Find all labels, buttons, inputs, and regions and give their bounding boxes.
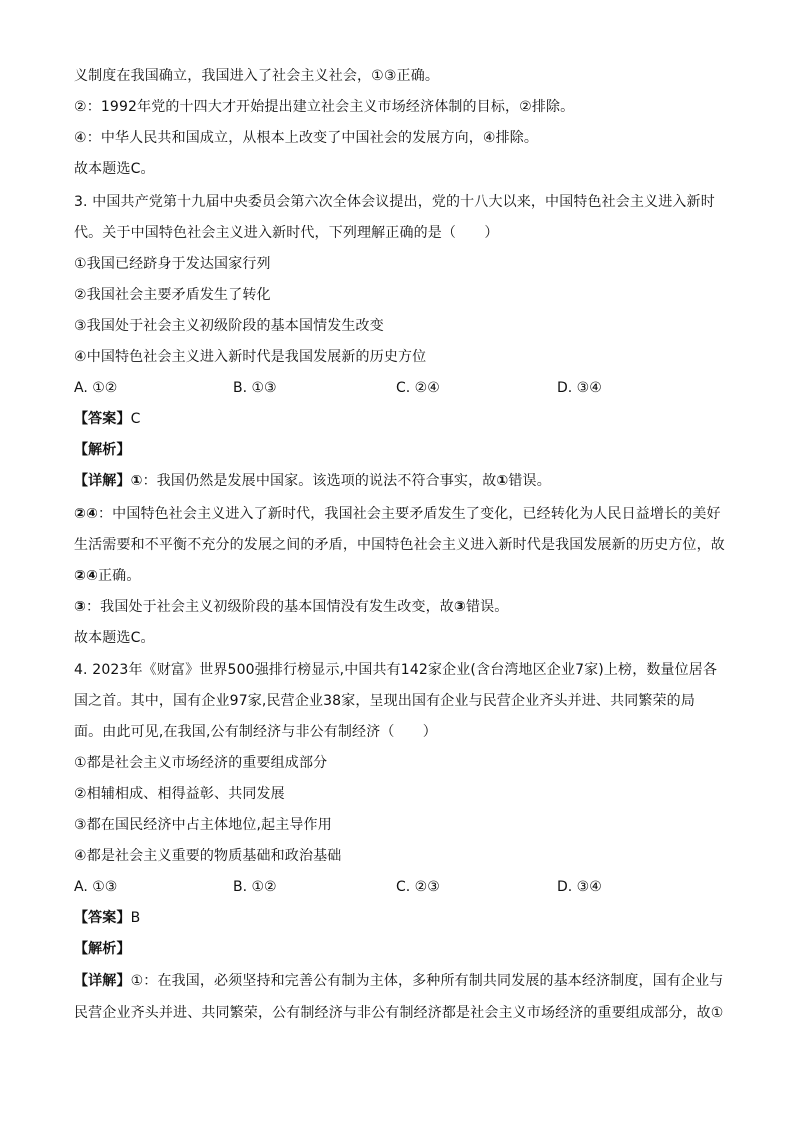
statement-1: ①我国已经跻身于发达国家行列	[74, 256, 271, 272]
detail-tag: 【详解】	[74, 973, 131, 989]
option-d: D. ③④	[557, 879, 602, 895]
option-a: A. ①③	[74, 879, 118, 895]
option-c: C. ②③	[396, 879, 440, 895]
text-line: ②：1992年党的十四大才开始提出建立社会主义市场经济体制的目标，②排除。	[74, 99, 575, 115]
option-b: B. ①③	[233, 380, 277, 396]
text-line: 故本题选C。	[74, 161, 155, 177]
statement-4: ④都是社会主义重要的物质基础和政治基础	[74, 848, 342, 864]
analysis-tag: 【解析】	[74, 442, 131, 458]
detail-line	[74, 597, 734, 617]
detail-line: 生活需要和不平衡不充分的发展之间的矛盾，中国特色社会主义进入新时代是我国发展新的历史方位，故	[74, 537, 725, 553]
detail-line	[74, 971, 734, 991]
circled-number: ③	[74, 599, 87, 615]
statement-3: ③我国处于社会主义初级阶段的基本国情发生改变	[74, 318, 384, 334]
option-d: D. ③④	[557, 380, 602, 396]
question-4-stem: 面。由此可见,在我国,公有制经济与非公有制经济（ ）	[74, 724, 437, 740]
detail-line	[74, 566, 734, 586]
circled-number: ①	[130, 473, 143, 489]
answer-value: B	[130, 910, 141, 926]
question-4-stem: 国之首。其中，国有企业97家,民营企业38家，呈现出国有企业与民营企业齐头并进、共同繁荣的局	[74, 693, 695, 709]
answer-line	[74, 908, 734, 928]
statement-4: ④中国特色社会主义进入新时代是我国发展新的历史方位	[74, 349, 427, 365]
detail-line	[74, 504, 734, 524]
circled-number: ②④	[74, 506, 99, 522]
text-line: 义制度在我国确立，我国进入了社会主义社会，①③正确。	[74, 68, 439, 84]
answer-tag: 【答案】	[74, 411, 131, 427]
detail-text: 错误。	[465, 599, 509, 615]
statement-2: ②我国社会主要矛盾发生了转化	[74, 287, 271, 303]
detail-text: ：我国处于社会主义初级阶段的基本国情没有发生改变，故	[86, 599, 454, 615]
statement-2: ②相辅相成、相得益彰、共同发展	[74, 786, 285, 802]
detail-tag: 【详解】	[74, 473, 131, 489]
statement-3: ③都在国民经济中占主体地位,起主导作用	[74, 817, 332, 833]
detail-line: 民营企业齐头并进、共同繁荣，公有制经济与非公有制经济都是社会主义市场经济的重要组成部分，故①	[74, 1005, 724, 1021]
answer-value: C	[130, 411, 141, 427]
option-b: B. ①②	[233, 879, 277, 895]
detail-text: ①：在我国，必须坚持和完善公有制为主体，多种所有制共同发展的基本经济制度，国有企业与	[130, 973, 724, 989]
conclusion-line: 故本题选C。	[74, 630, 155, 646]
circled-number: ②④	[74, 568, 99, 584]
circled-number: ③	[453, 599, 466, 615]
answer-line	[74, 409, 734, 429]
detail-line	[74, 471, 734, 491]
circled-number: ①	[496, 473, 509, 489]
option-c: C. ②④	[396, 380, 440, 396]
detail-text: 正确。	[98, 568, 141, 584]
answer-tag: 【答案】	[74, 910, 131, 926]
statement-1: ①都是社会主义市场经济的重要组成部分	[74, 755, 328, 771]
option-a: A. ①②	[74, 380, 118, 396]
question-3-stem: 代。关于中国特色社会主义进入新时代，下列理解正确的是（ ）	[74, 225, 499, 241]
detail-text: ：中国特色社会主义进入了新时代，我国社会主要矛盾发生了变化，已经转化为人民日益增长的美好	[98, 506, 721, 522]
text-line: ④：中华人民共和国成立，从根本上改变了中国社会的发展方向，④排除。	[74, 130, 539, 146]
question-3-stem: 3. 中国共产党第十九届中央委员会第六次全体会议提出，党的十八大以来，中国特色社会主义进入新时	[74, 194, 715, 210]
analysis-tag: 【解析】	[74, 941, 131, 957]
detail-text: ：我国仍然是发展中国家。该选项的说法不符合事实，故	[142, 473, 497, 489]
question-4-stem: 4. 2023年《财富》世界500强排行榜显示,中国共有142家企业(含台湾地区企业7家)上榜，数量位居各	[74, 662, 718, 678]
detail-text: 错误。	[508, 473, 551, 489]
